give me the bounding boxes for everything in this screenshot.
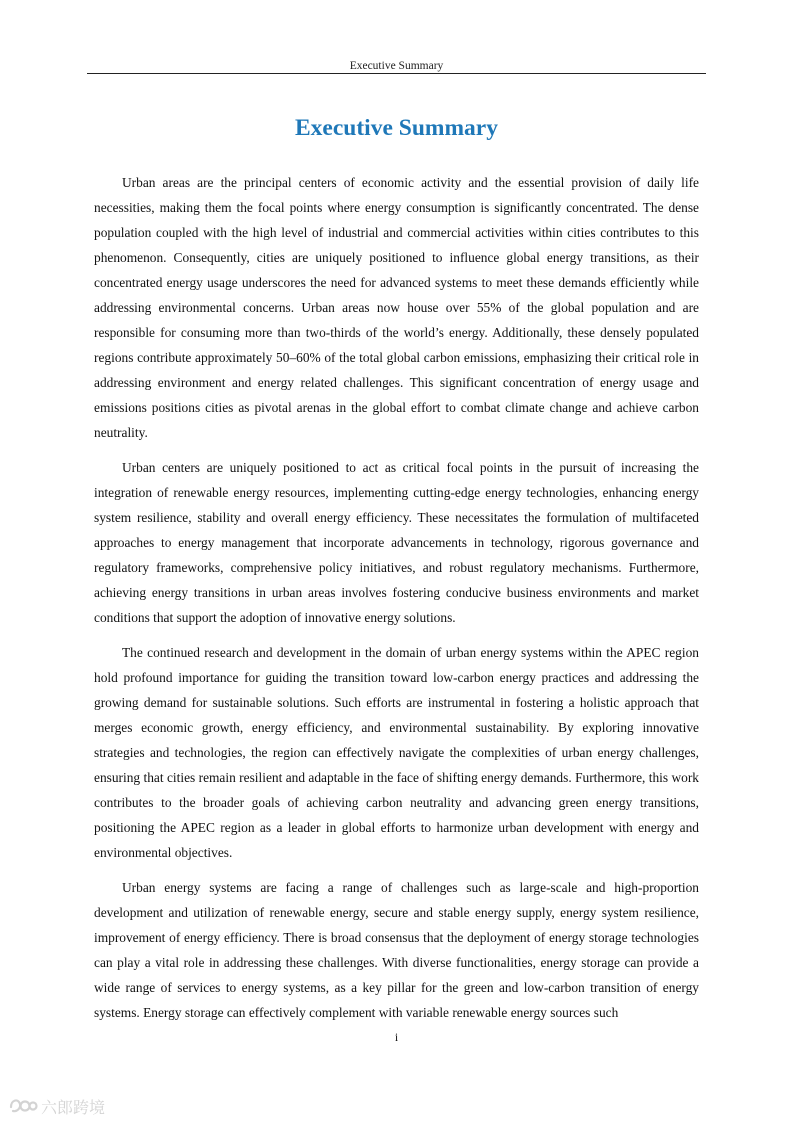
- paragraph-2: Urban centers are uniquely positioned to act as critical focal points in the pursuit of increasing the integration of renewable energy resources, implementing cutting-edge energy technologies, enhancing energy system resilience, stability and overall energy efficiency. These necessitates the formulation of multifaceted approaches to energy management that incorporate advancements in technology, rigorous governance and regulatory frameworks, comprehensive policy initiatives, and robust regulatory mechanisms. Furthermore, achieving energy transitions in urban areas involves fostering conducive business environments and market conditions that support the adoption of innovative energy solutions.: [94, 460, 699, 625]
- page-title: Executive Summary: [295, 115, 498, 141]
- paragraph-1: Urban areas are the principal centers of economic activity and the essential provision of daily life necessities, making them the focal points where energy consumption is significantly concentrated. The dense population coupled with the high level of industrial and commercial activities within cities contributes to this phenomenon. Consequently, cities are uniquely positioned to influence global energy transitions, as their concentrated energy usage underscores the need for advanced systems to meet these demands efficiently while addressing environmental concerns. Urban areas now house over 55% of the global population and are responsible for consuming more than two-thirds of the world’s energy. Additionally, these densely populated regions contribute approximately 50–60% of the total global carbon emissions, emphasizing their critical role in addressing environment and energy related challenges. This significant concentration of energy usage and emissions positions cities as pivotal arenas in the global effort to combat climate change and achieve carbon neutrality.: [94, 175, 699, 440]
- watermark-logo-icon: [8, 1095, 38, 1117]
- paragraph-3: The continued research and development in the domain of urban energy systems within the APEC region hold profound importance for guiding the transition toward low-carbon energy practices and addressing the growing demand for sustainable solutions. Such efforts are instrumental in fostering a holistic approach that merges economic growth, energy efficiency, and environmental sustainability. By exploring innovative strategies and technologies, the region can effectively navigate the complexities of urban energy challenges, ensuring that cities remain resilient and adaptable in the face of shifting energy demands. Furthermore, this work contributes to the broader goals of achieving carbon neutrality and advancing green energy transitions, positioning the APEC region as a leader in global efforts to harmonize urban development with energy and environmental objectives.: [94, 645, 699, 860]
- header-rule: [87, 73, 706, 74]
- running-header: Executive Summary: [349, 60, 444, 72]
- watermark-text: 六郎跨境: [41, 1097, 106, 1117]
- body-text: [94, 170, 699, 1035]
- page-number: i: [394, 1030, 399, 1044]
- paragraph-4: Urban energy systems are facing a range of challenges such as large-scale and high-proportion development and utilization of renewable energy, secure and stable energy supply, energy system resilience, improvement of energy efficiency. There is broad consensus that the deployment of energy storage technologies can play a vital role in addressing these challenges. With diverse functionalities, energy storage can provide a wide range of services to energy systems, as a key pillar for the green and low-carbon transition of energy systems. Energy storage can effectively complement with variable renewable energy sources such: [94, 880, 699, 1020]
- watermark: [8, 1093, 105, 1119]
